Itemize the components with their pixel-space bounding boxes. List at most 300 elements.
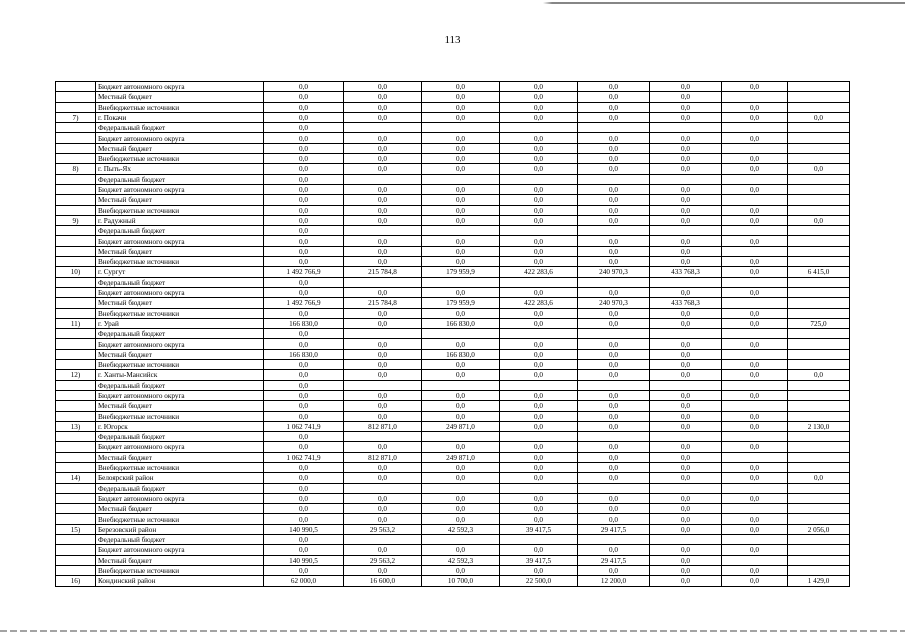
table-row-group [56, 576, 850, 586]
value-cell [788, 133, 850, 143]
value-cell: 0,0 [264, 277, 344, 287]
row-number-cell [56, 174, 96, 184]
value-cell: 166 830,0 [264, 318, 344, 328]
value-cell [650, 329, 722, 339]
value-cell: 0,0 [722, 514, 788, 524]
value-cell: 1 429,0 [788, 576, 850, 586]
value-cell: 0,0 [344, 287, 422, 297]
value-cell: 22 500,0 [500, 576, 578, 586]
table-row [56, 555, 850, 565]
value-cell: 0,0 [578, 504, 650, 514]
value-cell: 0,0 [650, 493, 722, 503]
value-cell: 1 492 766,9 [264, 298, 344, 308]
value-cell [722, 277, 788, 287]
value-cell: 0,0 [264, 236, 344, 246]
value-cell [344, 123, 422, 133]
value-cell: 0,0 [500, 421, 578, 431]
row-name-cell: Внебюджетные источники [96, 308, 264, 318]
value-cell [788, 380, 850, 390]
value-cell: 0,0 [788, 370, 850, 380]
value-cell: 0,0 [500, 360, 578, 370]
value-cell: 0,0 [264, 483, 344, 493]
value-cell: 0,0 [722, 308, 788, 318]
value-cell: 240 970,3 [578, 267, 650, 277]
value-cell: 0,0 [650, 401, 722, 411]
value-cell: 0,0 [500, 308, 578, 318]
row-name-cell: Бюджет автономного округа [96, 82, 264, 92]
value-cell: 0,0 [264, 215, 344, 225]
value-cell: 0,0 [500, 339, 578, 349]
value-cell: 0,0 [650, 360, 722, 370]
row-name-cell: Федеральный бюджет [96, 432, 264, 442]
value-cell: 0,0 [264, 82, 344, 92]
value-cell: 0,0 [578, 462, 650, 472]
row-number-cell [56, 462, 96, 472]
value-cell [500, 277, 578, 287]
value-cell: 0,0 [722, 421, 788, 431]
value-cell [650, 226, 722, 236]
table-row-group [56, 524, 850, 534]
value-cell [788, 452, 850, 462]
value-cell: 0,0 [344, 370, 422, 380]
value-cell: 0,0 [344, 349, 422, 359]
value-cell: 0,0 [422, 164, 500, 174]
value-cell: 0,0 [578, 215, 650, 225]
row-number-cell [56, 483, 96, 493]
value-cell: 422 283,6 [500, 298, 578, 308]
table-row [56, 226, 850, 236]
table-row [56, 545, 850, 555]
value-cell: 0,0 [722, 267, 788, 277]
value-cell: 140 990,5 [264, 524, 344, 534]
value-cell [722, 504, 788, 514]
table-row [56, 257, 850, 267]
value-cell: 0,0 [500, 133, 578, 143]
table-row [56, 154, 850, 164]
value-cell [422, 226, 500, 236]
row-number-cell: 10) [56, 267, 96, 277]
value-cell: 240 970,3 [578, 298, 650, 308]
table-row-group [56, 370, 850, 380]
row-number-cell: 12) [56, 370, 96, 380]
table-row [56, 329, 850, 339]
table-row-group [56, 267, 850, 277]
value-cell: 0,0 [500, 370, 578, 380]
value-cell: 0,0 [500, 473, 578, 483]
value-cell [788, 483, 850, 493]
value-cell: 0,0 [264, 184, 344, 194]
table-row [56, 195, 850, 205]
value-cell: 0,0 [422, 82, 500, 92]
value-cell: 0,0 [264, 493, 344, 503]
value-cell [422, 483, 500, 493]
value-cell [422, 535, 500, 545]
value-cell: 0,0 [500, 493, 578, 503]
row-name-cell: Кондинский район [96, 576, 264, 586]
value-cell [650, 380, 722, 390]
value-cell [344, 277, 422, 287]
value-cell: 0,0 [788, 112, 850, 122]
row-number-cell: 16) [56, 576, 96, 586]
value-cell [722, 226, 788, 236]
row-name-cell: Внебюджетные источники [96, 102, 264, 112]
row-number-cell [56, 143, 96, 153]
value-cell: 0,0 [650, 308, 722, 318]
value-cell: 0,0 [264, 473, 344, 483]
value-cell: 0,0 [500, 112, 578, 122]
value-cell: 433 768,3 [650, 267, 722, 277]
value-cell: 0,0 [422, 184, 500, 194]
table-row [56, 360, 850, 370]
value-cell: 1 062 741,9 [264, 421, 344, 431]
value-cell: 29 563,2 [344, 524, 422, 534]
value-cell: 0,0 [722, 164, 788, 174]
row-name-cell: г. Сургут [96, 267, 264, 277]
row-number-cell [56, 339, 96, 349]
value-cell [422, 329, 500, 339]
value-cell: 0,0 [500, 401, 578, 411]
table-row [56, 92, 850, 102]
value-cell [722, 92, 788, 102]
value-cell: 0,0 [500, 184, 578, 194]
value-cell: 0,0 [788, 473, 850, 483]
value-cell [788, 246, 850, 256]
table-row [56, 246, 850, 256]
value-cell: 0,0 [422, 565, 500, 575]
value-cell: 0,0 [264, 287, 344, 297]
value-cell [578, 483, 650, 493]
page-number: 113 [444, 34, 461, 46]
value-cell: 249 871,0 [422, 452, 500, 462]
row-name-cell: г. Урай [96, 318, 264, 328]
value-cell [650, 483, 722, 493]
value-cell [722, 380, 788, 390]
value-cell [578, 277, 650, 287]
value-cell: 0,0 [500, 411, 578, 421]
table-row-group [56, 112, 850, 122]
value-cell [422, 174, 500, 184]
value-cell [788, 308, 850, 318]
value-cell: 0,0 [422, 257, 500, 267]
value-cell: 0,0 [500, 143, 578, 153]
value-cell: 0,0 [650, 349, 722, 359]
value-cell: 0,0 [344, 462, 422, 472]
value-cell [500, 432, 578, 442]
value-cell: 0,0 [578, 102, 650, 112]
row-number-cell [56, 514, 96, 524]
value-cell: 0,0 [722, 215, 788, 225]
value-cell: 0,0 [422, 143, 500, 153]
value-cell: 0,0 [650, 339, 722, 349]
table-row-group [56, 473, 850, 483]
row-name-cell: Федеральный бюджет [96, 277, 264, 287]
table-row [56, 339, 850, 349]
value-cell [722, 483, 788, 493]
value-cell: 0,0 [722, 493, 788, 503]
value-cell: 0,0 [650, 545, 722, 555]
value-cell: 0,0 [722, 318, 788, 328]
value-cell: 0,0 [722, 133, 788, 143]
row-number-cell [56, 565, 96, 575]
value-cell [788, 205, 850, 215]
value-cell: 0,0 [344, 514, 422, 524]
row-name-cell: г. Пыть-Ях [96, 164, 264, 174]
value-cell: 0,0 [722, 565, 788, 575]
value-cell: 0,0 [500, 236, 578, 246]
row-name-cell: Белоярский район [96, 473, 264, 483]
value-cell: 166 830,0 [422, 349, 500, 359]
value-cell: 0,0 [650, 154, 722, 164]
value-cell: 0,0 [264, 360, 344, 370]
value-cell [422, 123, 500, 133]
row-number-cell [56, 205, 96, 215]
table-row [56, 174, 850, 184]
row-number-cell [56, 154, 96, 164]
row-number-cell [56, 401, 96, 411]
value-cell [422, 380, 500, 390]
row-number-cell [56, 123, 96, 133]
value-cell [722, 349, 788, 359]
value-cell [788, 277, 850, 287]
value-cell: 215 784,8 [344, 298, 422, 308]
table-row [56, 442, 850, 452]
value-cell [722, 174, 788, 184]
value-cell: 0,0 [264, 143, 344, 153]
value-cell [500, 380, 578, 390]
row-name-cell: Местный бюджет [96, 246, 264, 256]
value-cell: 42 592,3 [422, 524, 500, 534]
value-cell: 0,0 [722, 473, 788, 483]
value-cell: 0,0 [344, 390, 422, 400]
row-number-cell [56, 226, 96, 236]
value-cell: 0,0 [722, 82, 788, 92]
value-cell: 0,0 [344, 133, 422, 143]
value-cell: 10 700,0 [422, 576, 500, 586]
value-cell: 0,0 [650, 370, 722, 380]
value-cell: 0,0 [650, 318, 722, 328]
row-name-cell: Бюджет автономного округа [96, 442, 264, 452]
value-cell [722, 143, 788, 153]
row-number-cell [56, 277, 96, 287]
value-cell: 0,0 [422, 493, 500, 503]
value-cell: 0,0 [500, 442, 578, 452]
value-cell: 0,0 [578, 442, 650, 452]
value-cell [722, 432, 788, 442]
value-cell: 29 417,5 [578, 555, 650, 565]
value-cell: 0,0 [264, 401, 344, 411]
row-name-cell: Федеральный бюджет [96, 329, 264, 339]
row-number-cell [56, 92, 96, 102]
value-cell: 62 000,0 [264, 576, 344, 586]
value-cell: 0,0 [578, 493, 650, 503]
row-name-cell: г. Ханты-Мансийск [96, 370, 264, 380]
row-number-cell [56, 442, 96, 452]
value-cell: 215 784,8 [344, 267, 422, 277]
value-cell: 0,0 [264, 411, 344, 421]
row-name-cell: Внебюджетные источники [96, 462, 264, 472]
value-cell: 0,0 [264, 370, 344, 380]
value-cell: 0,0 [344, 308, 422, 318]
value-cell: 0,0 [788, 215, 850, 225]
value-cell: 0,0 [264, 308, 344, 318]
value-cell: 179 959,9 [422, 298, 500, 308]
value-cell: 0,0 [344, 401, 422, 411]
value-cell: 0,0 [264, 123, 344, 133]
value-cell: 6 415,0 [788, 267, 850, 277]
value-cell [788, 226, 850, 236]
value-cell: 0,0 [344, 493, 422, 503]
value-cell: 0,0 [578, 360, 650, 370]
value-cell: 0,0 [650, 565, 722, 575]
value-cell: 0,0 [650, 462, 722, 472]
table-row [56, 123, 850, 133]
value-cell: 0,0 [578, 318, 650, 328]
value-cell: 0,0 [500, 287, 578, 297]
row-number-cell [56, 432, 96, 442]
value-cell: 0,0 [422, 195, 500, 205]
value-cell [344, 432, 422, 442]
scan-artifact-top [0, 2, 905, 4]
value-cell [500, 174, 578, 184]
value-cell: 0,0 [422, 308, 500, 318]
value-cell: 0,0 [650, 112, 722, 122]
value-cell: 0,0 [264, 565, 344, 575]
value-cell: 422 283,6 [500, 267, 578, 277]
value-cell: 2 130,0 [788, 421, 850, 431]
row-name-cell: Бюджет автономного округа [96, 493, 264, 503]
value-cell: 0,0 [650, 92, 722, 102]
row-name-cell: Внебюджетные источники [96, 205, 264, 215]
value-cell: 0,0 [344, 545, 422, 555]
value-cell: 0,0 [264, 535, 344, 545]
value-cell: 0,0 [344, 143, 422, 153]
value-cell: 0,0 [422, 401, 500, 411]
value-cell: 0,0 [650, 133, 722, 143]
value-cell: 0,0 [344, 195, 422, 205]
row-number-cell: 15) [56, 524, 96, 534]
value-cell: 0,0 [722, 442, 788, 452]
value-cell: 0,0 [650, 205, 722, 215]
value-cell: 0,0 [344, 205, 422, 215]
value-cell [578, 380, 650, 390]
row-name-cell: Местный бюджет [96, 452, 264, 462]
table-row [56, 535, 850, 545]
value-cell: 0,0 [578, 205, 650, 215]
table-row [56, 514, 850, 524]
table-row-group [56, 164, 850, 174]
value-cell [722, 535, 788, 545]
value-cell: 725,0 [788, 318, 850, 328]
row-name-cell: Березовский район [96, 524, 264, 534]
value-cell: 0,0 [578, 195, 650, 205]
value-cell: 0,0 [722, 112, 788, 122]
value-cell: 0,0 [578, 246, 650, 256]
value-cell: 0,0 [650, 195, 722, 205]
value-cell: 0,0 [422, 246, 500, 256]
value-cell [578, 123, 650, 133]
value-cell: 0,0 [264, 442, 344, 452]
value-cell: 0,0 [422, 102, 500, 112]
value-cell: 0,0 [650, 236, 722, 246]
table-row [56, 401, 850, 411]
row-name-cell: Федеральный бюджет [96, 380, 264, 390]
value-cell: 0,0 [722, 360, 788, 370]
value-cell: 0,0 [344, 339, 422, 349]
value-cell: 0,0 [344, 318, 422, 328]
value-cell [422, 432, 500, 442]
value-cell: 0,0 [578, 184, 650, 194]
value-cell [788, 493, 850, 503]
table-row [56, 432, 850, 442]
value-cell: 0,0 [650, 215, 722, 225]
value-cell [722, 329, 788, 339]
value-cell: 0,0 [578, 349, 650, 359]
table-row [56, 205, 850, 215]
table-row [56, 102, 850, 112]
value-cell: 0,0 [422, 112, 500, 122]
row-name-cell: Местный бюджет [96, 143, 264, 153]
value-cell [578, 226, 650, 236]
value-cell: 0,0 [500, 390, 578, 400]
value-cell: 0,0 [722, 411, 788, 421]
value-cell: 0,0 [344, 112, 422, 122]
table-row [56, 308, 850, 318]
value-cell [788, 462, 850, 472]
value-cell [788, 565, 850, 575]
value-cell: 0,0 [422, 462, 500, 472]
value-cell: 0,0 [264, 205, 344, 215]
value-cell: 0,0 [650, 504, 722, 514]
value-cell: 0,0 [422, 360, 500, 370]
value-cell [344, 380, 422, 390]
value-cell: 0,0 [650, 473, 722, 483]
row-number-cell [56, 287, 96, 297]
value-cell: 39 417,5 [500, 524, 578, 534]
value-cell: 0,0 [264, 164, 344, 174]
value-cell: 0,0 [264, 504, 344, 514]
value-cell: 0,0 [264, 462, 344, 472]
row-number-cell: 11) [56, 318, 96, 328]
value-cell: 0,0 [344, 473, 422, 483]
value-cell: 0,0 [422, 287, 500, 297]
value-cell: 0,0 [788, 164, 850, 174]
table-row [56, 504, 850, 514]
value-cell [788, 535, 850, 545]
value-cell: 0,0 [264, 154, 344, 164]
value-cell: 0,0 [722, 576, 788, 586]
value-cell: 0,0 [722, 102, 788, 112]
value-cell: 0,0 [650, 421, 722, 431]
value-cell: 0,0 [264, 195, 344, 205]
row-number-cell [56, 195, 96, 205]
value-cell [650, 123, 722, 133]
value-cell: 0,0 [344, 82, 422, 92]
value-cell: 0,0 [578, 112, 650, 122]
table-row [56, 390, 850, 400]
value-cell: 0,0 [264, 514, 344, 524]
table-row [56, 184, 850, 194]
value-cell [650, 432, 722, 442]
budget-table-body [56, 82, 850, 587]
value-cell [788, 545, 850, 555]
value-cell: 0,0 [344, 184, 422, 194]
row-number-cell [56, 257, 96, 267]
value-cell: 0,0 [650, 452, 722, 462]
value-cell: 0,0 [422, 236, 500, 246]
value-cell: 0,0 [264, 545, 344, 555]
value-cell [722, 123, 788, 133]
value-cell: 0,0 [578, 401, 650, 411]
